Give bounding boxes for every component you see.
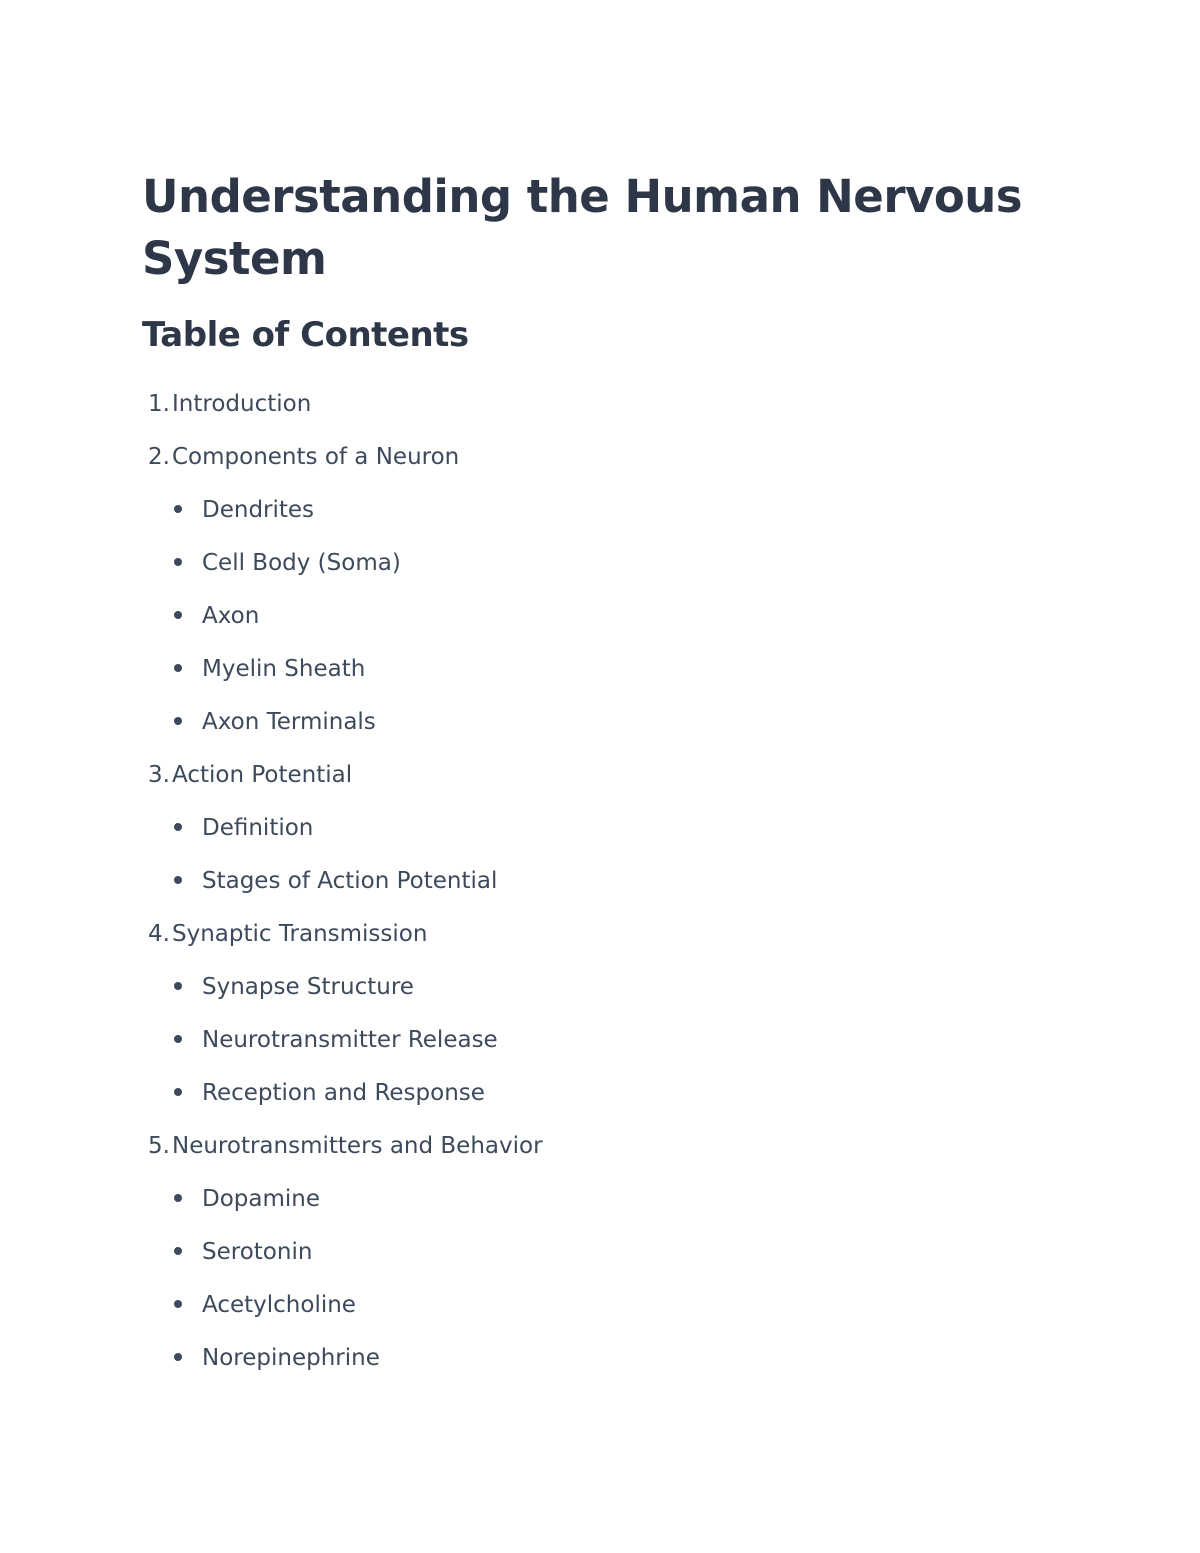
toc-subsection-label: Serotonin: [202, 1239, 313, 1265]
toc-section-label: Components of a Neuron: [172, 444, 460, 470]
bullet-icon: [174, 1247, 182, 1255]
toc-section-item[interactable]: [142, 1120, 1042, 1173]
bullet-icon: [174, 982, 182, 990]
toc-subsection-item[interactable]: [142, 1067, 1042, 1120]
toc-subsection-item[interactable]: [142, 537, 1042, 590]
toc-section-label: Action Potential: [172, 762, 353, 788]
bullet-icon: [174, 717, 182, 725]
bullet-icon: [174, 1353, 182, 1361]
toc-subsection-item[interactable]: [142, 1226, 1042, 1279]
toc-section-item[interactable]: [142, 431, 1042, 484]
toc-subsection-label: Stages of Action Potential: [202, 868, 498, 894]
bullet-icon: [174, 1035, 182, 1043]
toc-subsection-list: [142, 802, 1042, 908]
toc-section-item[interactable]: [142, 378, 1042, 431]
toc-subsection-list: [142, 1173, 1042, 1385]
toc-subsection-label: Dendrites: [202, 497, 315, 523]
toc-subsection-item[interactable]: [142, 855, 1042, 908]
toc-subsection-label: Reception and Response: [202, 1080, 485, 1106]
toc-section-label: Synaptic Transmission: [172, 921, 428, 947]
bullet-icon: [174, 558, 182, 566]
bullet-icon: [174, 1194, 182, 1202]
toc-section-number: 3.: [148, 762, 170, 788]
toc-subsection-label: Definition: [202, 815, 314, 841]
toc-subsection-group: [142, 484, 1042, 749]
document-title: Understanding the Human Nervous System: [142, 170, 1023, 285]
toc-subsection-label: Axon: [202, 603, 260, 629]
bullet-icon: [174, 664, 182, 672]
toc-subsection-item[interactable]: [142, 1173, 1042, 1226]
bullet-icon: [174, 1300, 182, 1308]
toc-subsection-group: [142, 1173, 1042, 1385]
toc-heading: Table of Contents: [142, 315, 469, 355]
toc-section-number: 4.: [148, 921, 170, 947]
toc-subsection-item[interactable]: [142, 696, 1042, 749]
bullet-icon: [174, 611, 182, 619]
toc-section-label: Neurotransmitters and Behavior: [172, 1133, 543, 1159]
toc-subsection-label: Acetylcholine: [202, 1292, 356, 1318]
toc-subsection-label: Cell Body (Soma): [202, 550, 401, 576]
bullet-icon: [174, 876, 182, 884]
toc-section-number: 1.: [148, 391, 170, 417]
table-of-contents: [142, 378, 1042, 1385]
toc-subsection-list: [142, 961, 1042, 1120]
bullet-icon: [174, 1088, 182, 1096]
bullet-icon: [174, 505, 182, 513]
toc-subsection-group: [142, 802, 1042, 908]
toc-section-item[interactable]: [142, 908, 1042, 961]
toc-subsection-label: Neurotransmitter Release: [202, 1027, 498, 1053]
toc-subsection-label: Myelin Sheath: [202, 656, 366, 682]
toc-subsection-label: Norepinephrine: [202, 1345, 380, 1371]
toc-subsection-group: [142, 961, 1042, 1120]
toc-subsection-label: Axon Terminals: [202, 709, 376, 735]
toc-subsection-list: [142, 484, 1042, 749]
toc-subsection-label: Synapse Structure: [202, 974, 414, 1000]
toc-subsection-item[interactable]: [142, 802, 1042, 855]
toc-section-number: 5.: [148, 1133, 170, 1159]
toc-subsection-item[interactable]: [142, 961, 1042, 1014]
bullet-icon: [174, 823, 182, 831]
toc-subsection-item[interactable]: [142, 1332, 1042, 1385]
toc-section-number: 2.: [148, 444, 170, 470]
toc-subsection-item[interactable]: [142, 1014, 1042, 1067]
toc-subsection-item[interactable]: [142, 643, 1042, 696]
toc-subsection-label: Dopamine: [202, 1186, 320, 1212]
document-page: [142, 166, 1042, 1385]
toc-subsection-item[interactable]: [142, 590, 1042, 643]
toc-section-label: Introduction: [172, 391, 312, 417]
toc-subsection-item[interactable]: [142, 484, 1042, 537]
toc-section-item[interactable]: [142, 749, 1042, 802]
toc-subsection-item[interactable]: [142, 1279, 1042, 1332]
